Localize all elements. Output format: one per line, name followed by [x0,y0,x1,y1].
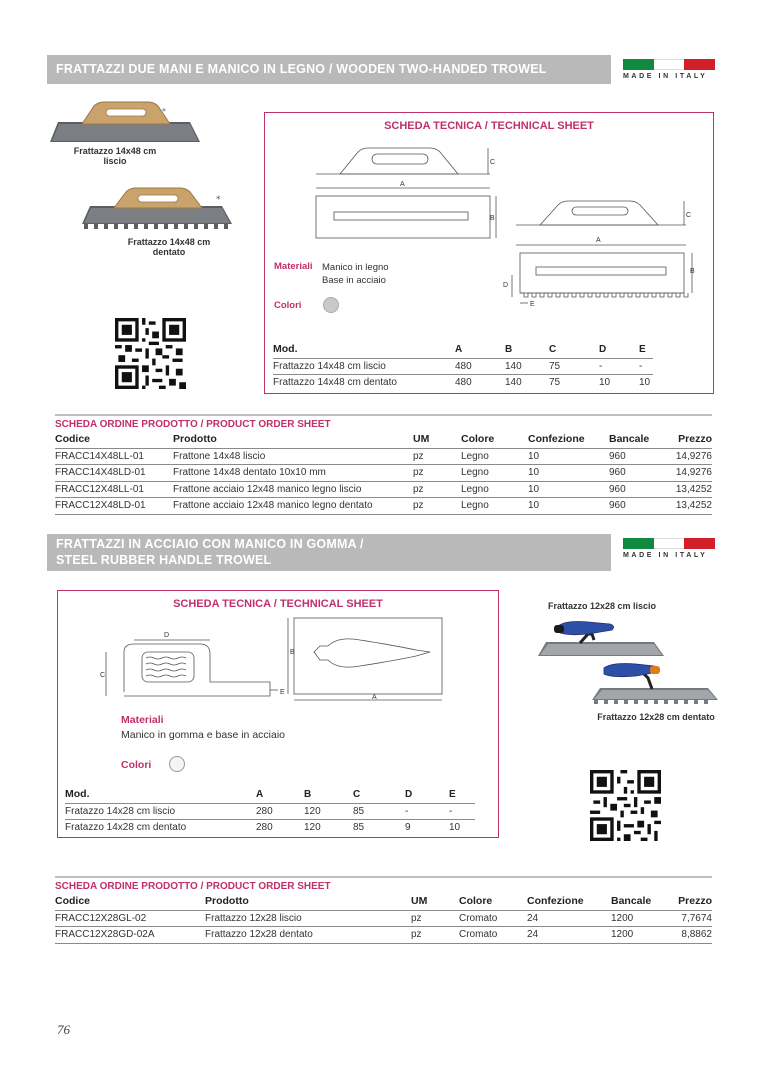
spec-cell: Frattazzo 14x48 cm liscio [273,360,386,372]
order-cell: 14,9276 [675,450,712,462]
order-header-pack: Confezione [528,433,585,445]
order-cell: FRACC14X48LD-01 [55,467,146,478]
section1-banner [47,55,611,84]
product1-caption-line2: liscio [103,156,127,166]
spec-cell: - [449,805,453,817]
rubber-trowel-notched-image [590,660,720,710]
order-header-product: Prodotto [205,895,249,907]
dim-e-label: E [530,301,535,308]
spec-cell: 120 [304,822,321,833]
order-header-product: Prodotto [173,433,217,445]
spec-cell: 120 [304,805,321,817]
spec-cell: 10 [599,377,611,388]
product1-caption-line1: Frattazzo 14x48 cm [73,146,157,156]
spec-header-e: E [449,789,456,800]
order-cell: 14,9276 [675,467,712,478]
spec-header-d: D [599,344,607,355]
spec-cell: Frattazzo 14x48 cm dentato [273,377,397,388]
order-cell: pz [411,929,422,940]
order-header-um: UM [413,433,430,445]
order-cell: 1200 [611,912,634,924]
order-header-color: Colore [461,433,495,445]
product2-caption-line2: dentato [152,247,186,257]
order-cell: 10 [528,483,540,495]
spec-cell: 280 [256,805,273,817]
order-row [55,448,712,465]
spec-row [273,375,653,391]
dim-a2-label: A [596,237,601,244]
materials-line2: Base in acciaio [322,275,386,286]
order-cell: Legno [461,467,489,478]
section2-banner-line2: STEEL RUBBER HANDLE TROWEL [56,553,272,567]
order-cell: Frattazzo 12x28 liscio [205,912,302,924]
italian-flag-icon [623,538,715,549]
spec-cell: - [405,805,409,817]
qr-code-icon-2[interactable] [590,770,661,841]
made-in-italy-label: MADE IN ITALY [623,73,708,80]
spec-header-d: D [405,789,413,800]
spec-header-e: E [639,344,646,355]
product2-caption [114,237,224,257]
order-cell: 10 [528,450,540,462]
order-cell: pz [413,500,424,511]
order-header-price: Prezzo [678,895,712,907]
order-cell: Cromato [459,929,498,940]
dim-b-label: B [490,215,495,222]
spec-row [65,803,475,820]
spec-cell: 480 [455,377,472,388]
order-cell: 1200 [611,929,634,940]
order-sheet-title-1: SCHEDA ORDINE PRODOTTO / PRODUCT ORDER SHEET [55,419,331,430]
order-header-code: Codice [55,895,91,907]
spec-cell: 85 [353,805,365,817]
product2-caption-line1: Frattazzo 14x48 cm [127,237,211,247]
order-cell: FRACC12X48LL-01 [55,483,144,495]
spec-table-2 [65,787,475,836]
spec-cell: 75 [549,377,561,388]
rubber-product2-caption: Frattazzo 12x28 cm dentato [597,712,715,722]
order-sheet-divider-1 [55,414,712,416]
wooden-trowel-smooth-image [50,100,202,144]
section2-banner [47,534,611,571]
made-in-italy-badge-2 [623,538,715,559]
spec-cell: 10 [449,822,461,833]
order-header-um: UM [411,895,428,907]
spec-cell: 480 [455,360,472,372]
order-cell: Frattone acciaio 12x48 manico legno dentato [173,500,373,511]
dim-e-label-2: E [280,689,285,696]
order-cell: 13,4252 [675,500,712,511]
order-table-2 [55,894,712,944]
order-cell: Frattone acciaio 12x48 manico legno liscio [173,483,362,495]
spec-header-c: C [549,344,557,355]
spec-cell: 85 [353,822,365,833]
spec-cell: 140 [505,360,522,372]
tech-sheet-title-2: SCHEDA TECNICA / TECHNICAL SHEET [173,598,383,610]
colors-label-2: Colori [121,759,152,771]
order-header-pallet: Bancale [609,433,650,445]
order-cell: 24 [527,929,539,940]
dim-a-label-2: A [372,694,377,701]
spec-cell: Fratazzo 14x28 cm liscio [65,805,176,817]
spec-cell: Fratazzo 14x28 cm dentato [65,822,187,833]
order-cell: FRACC12X48LD-01 [55,500,146,511]
order-cell: 13,4252 [675,483,712,495]
svg-text:*: * [162,107,166,116]
rubber-trowel-technical-drawing [98,612,458,707]
order-cell: pz [413,467,424,478]
order-cell: pz [413,450,424,462]
order-row [55,498,712,515]
materials-line1: Manico in legno [322,262,389,273]
materials-value-2: Manico in gomma e base in acciaio [121,729,286,741]
order-cell: Frattone 14x48 liscio [173,450,266,462]
order-cell: FRACC12X28GL-02 [55,912,147,924]
order-cell: Legno [461,500,489,511]
spec-cell: - [599,360,603,372]
made-in-italy-label-2: MADE IN ITALY [623,552,708,559]
order-cell: 24 [527,912,539,924]
spec-cell: 9 [405,822,411,833]
spec-row [273,358,653,375]
order-cell: 960 [609,450,626,462]
dim-d-label: D [503,282,509,289]
materials-value-1 [322,261,389,287]
order-cell: 10 [528,500,540,511]
dim-b-label-2: B [290,649,295,656]
made-in-italy-badge [623,59,715,80]
spec-header-a: A [256,789,264,800]
order-header-row [55,432,712,448]
spec-header-mod: Mod. [65,788,90,800]
order-row [55,927,712,944]
order-cell: pz [413,483,424,495]
order-cell: Frattazzo 12x28 dentato [205,929,313,940]
rubber-trowel-smooth-image [536,612,666,660]
wooden-trowel-technical-drawing [312,140,502,245]
spec-row [65,820,475,836]
order-row [55,465,712,482]
spec-header-b: B [304,789,312,800]
order-cell: Legno [461,450,489,462]
tech-sheet-title-1: SCHEDA TECNICA / TECHNICAL SHEET [384,120,594,132]
spec-header-mod: Mod. [273,343,298,355]
spec-cell: 75 [549,360,561,372]
order-sheet-title-2: SCHEDA ORDINE PRODOTTO / PRODUCT ORDER SHEET [55,881,331,892]
order-row [55,481,712,498]
order-cell: 960 [609,500,626,511]
order-row [55,910,712,927]
order-header-price: Prezzo [678,433,712,445]
materials-label-2: Materiali [121,714,164,726]
notched-trowel-technical-drawing [500,195,700,310]
order-cell: 8,8862 [681,929,712,940]
order-cell: FRACC14X48LL-01 [55,450,144,462]
order-header-color: Colore [459,895,493,907]
dim-c2-label: C [686,212,692,219]
section1-banner-title: FRATTAZZI DUE MANI E MANICO IN LEGNO / WOODEN TWO-HANDED TROWEL [56,62,547,76]
spec-table-1 [273,342,653,391]
color-swatch-silver [323,297,339,313]
qr-code-icon[interactable] [115,318,186,389]
order-table-1 [55,432,712,515]
section2-banner-line1: FRATTAZZI IN ACCIAIO CON MANICO IN GOMMA / [56,537,364,551]
order-cell: 10 [528,467,540,478]
order-cell: 960 [609,483,626,495]
spec-cell: 140 [505,377,522,388]
spec-header-row-2 [65,787,475,803]
order-sheet-divider-2 [55,876,712,878]
spec-cell: 280 [256,822,273,833]
dim-c-label: C [490,159,496,166]
order-header-code: Codice [55,433,91,445]
svg-text:*: * [216,195,221,205]
italian-flag-icon [623,59,715,70]
dim-d-label-2: D [164,632,170,639]
order-cell: Legno [461,483,489,495]
order-header-row-2 [55,894,712,910]
colors-label-1: Colori [274,300,302,311]
color-swatch-chrome [169,756,185,772]
order-cell: FRACC12X28GD-02A [55,929,155,940]
spec-header-a: A [455,344,463,355]
order-cell: pz [411,912,422,924]
spec-header-b: B [505,344,513,355]
wooden-trowel-notched-image [82,186,237,234]
product1-caption [60,146,170,166]
order-cell: 960 [609,467,626,478]
spec-cell: - [639,360,643,372]
spec-header-c: C [353,789,361,800]
order-cell: 7,7674 [681,912,712,924]
order-header-pack: Confezione [527,895,584,907]
spec-cell: 10 [639,377,651,388]
materials-label-1: Materiali [274,261,313,272]
order-header-pallet: Bancale [611,895,652,907]
spec-header-row [273,342,653,358]
rubber-product1-caption: Frattazzo 12x28 cm liscio [547,601,657,611]
dim-a-label: A [400,181,405,188]
page-number: 76 [57,1022,70,1037]
order-cell: Cromato [459,912,498,924]
dim-b2-label: B [690,268,695,275]
order-cell: Frattone 14x48 dentato 10x10 mm [173,467,326,478]
dim-c-label-2: C [100,672,106,679]
